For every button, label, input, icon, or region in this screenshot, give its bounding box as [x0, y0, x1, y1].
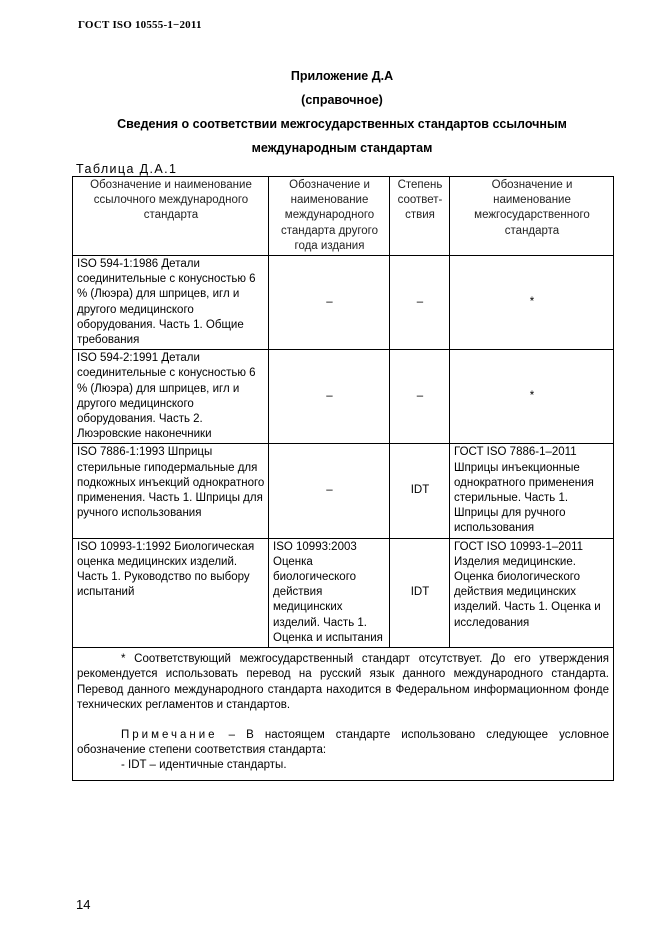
page-number: 14	[76, 897, 91, 912]
cell-other: –	[269, 256, 390, 350]
table-caption: Таблица Д.А.1	[76, 162, 178, 176]
cell-interstate: *	[450, 256, 614, 350]
cell-degree: –	[390, 256, 450, 350]
cell-degree: IDT	[390, 538, 450, 647]
cell-other: –	[269, 444, 390, 538]
appendix-title: Приложение Д.А	[290, 69, 394, 83]
cell-ref: ISO 7886-1:1993 Шприцы стерильные гиподермальные для подкожных инъекций однократного применения. Часть 1. Шприцы для ручного использования	[73, 444, 269, 538]
appendix-heading-line1: Сведения о соответствии межгосударственных стандартов ссылочным	[117, 117, 567, 131]
header-cell-ref: Обозначение и наименование ссылочного международного стандарта	[73, 177, 269, 256]
cell-ref: ISO 594-1:1986 Детали соединительные с конусностью 6 % (Люэра) для шприцев, игл и другого медицинского оборудования. Часть 1. Общие требования	[73, 256, 269, 350]
footnote-text: * Соответствующий межгосударственный стандарт отсутствует. До его утверждения рекомендуется использовать перевод на русский язык данного международного стандарта. Перевод данного международного стандарта находится в Федеральном информационном фонде технических регламентов и стандартов.	[77, 653, 609, 711]
cell-ref: ISO 10993-1:1992 Биологическая оценка медицинских изделий. Часть 1. Руководство по выбору испытаний	[73, 538, 269, 647]
cell-interstate: ГОСТ ISO 7886-1–2011 Шприцы инъекционные однократного применения стерильные. Часть 1. Шприцы для ручного использования	[450, 444, 614, 538]
cell-other: ISO 10993:2003 Оценка биологического действия медицинских изделий. Часть 1. Оценка и испытания	[269, 538, 390, 647]
appendix-subtitle: (справочное)	[301, 93, 383, 107]
note-item: - IDT – идентичные стандарты.	[121, 759, 287, 772]
header-cell-other: Обозначение и наименование международного стандарта другого года издания	[269, 177, 390, 256]
correspondence-table	[72, 176, 614, 781]
cell-other: –	[269, 350, 390, 444]
note-paragraph	[77, 728, 609, 758]
appendix-heading-line2: международным стандартам	[251, 141, 433, 155]
table-row	[73, 256, 614, 350]
table-notes-row	[73, 648, 614, 780]
cell-ref: ISO 594-2:1991 Детали соединительные с конусностью 6 % (Люэра) для шприцев, игл и другого медицинского оборудования. Часть 2. Люэровские наконечники	[73, 350, 269, 444]
document-header: ГОСТ ISO 10555-1−2011	[78, 19, 202, 31]
cell-interstate: *	[450, 350, 614, 444]
table-row	[73, 444, 614, 538]
cell-interstate: ГОСТ ISO 10993-1–2011 Изделия медицинские. Оценка биологического действия медицинских изделий. Часть 1. Оценка и исследования	[450, 538, 614, 647]
note-label: Примечание	[121, 728, 218, 741]
header-cell-degree: Степень соответ-ствия	[390, 177, 450, 256]
header-cell-interstate: Обозначение и наименование межгосударственного стандарта	[450, 177, 614, 256]
table-row	[73, 350, 614, 444]
table-row	[73, 538, 614, 647]
note-text: – В настоящем стандарте использовано следующее условное обозначение степени соответствия стандарта:	[77, 728, 609, 757]
cell-degree: IDT	[390, 444, 450, 538]
cell-degree: –	[390, 350, 450, 444]
appendix-title-block	[72, 64, 612, 160]
table-header-row	[73, 177, 614, 256]
table-notes-cell	[73, 648, 614, 780]
